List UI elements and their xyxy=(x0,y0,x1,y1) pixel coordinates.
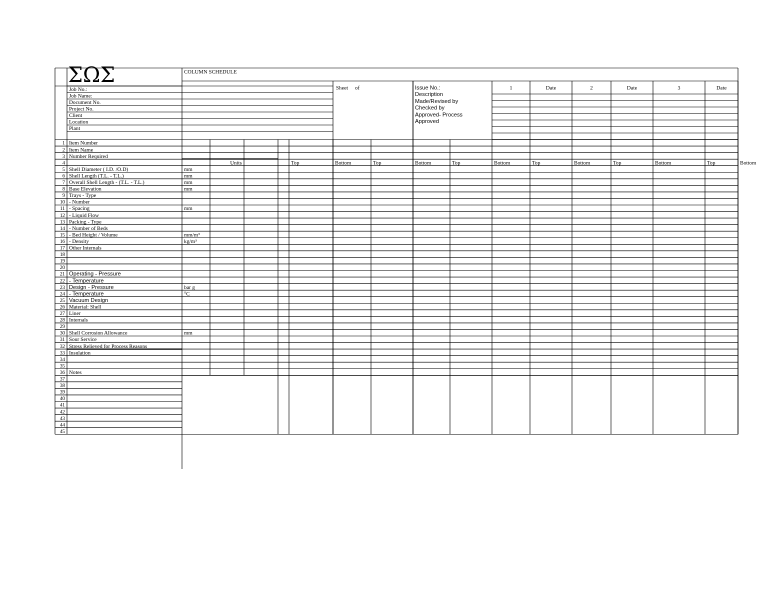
issue-column-header: Date xyxy=(716,85,727,92)
row-label: Material: Shell xyxy=(69,304,102,311)
position-header: Top xyxy=(373,160,382,167)
row-label: Packing - Type xyxy=(69,219,102,226)
position-header: Top xyxy=(532,160,541,167)
issue-column-header: Date xyxy=(545,85,557,92)
row-unit: °C xyxy=(184,291,190,298)
row-label: Trays - Type xyxy=(69,193,97,200)
header-field-label: Client xyxy=(69,113,83,120)
row-label: Base Elevation xyxy=(69,186,102,193)
row-label: - Density xyxy=(69,238,89,245)
row-label: - Bed Height / Volume xyxy=(69,232,118,239)
row-label: Internals xyxy=(69,317,88,324)
header-field-label: Document No. xyxy=(69,100,101,107)
row-unit: mm xyxy=(184,173,193,180)
row-number: 27 xyxy=(59,311,65,317)
row-number: 38 xyxy=(59,383,65,390)
row-number: 42 xyxy=(59,409,65,416)
row-number: 22 xyxy=(59,278,65,285)
row-label: Design - Pressure xyxy=(69,284,114,291)
schedule-grid-lines xyxy=(55,68,738,469)
header-field-label: Project No. xyxy=(69,106,94,113)
row-number: 45 xyxy=(59,428,65,435)
row-label: - Number of Beds xyxy=(69,225,108,232)
row-number: 13 xyxy=(59,219,65,226)
row-number: 11 xyxy=(60,206,65,213)
row-number: 32 xyxy=(59,343,65,350)
row-label: Shell Length (T.L. - T.L.) xyxy=(69,173,124,180)
issue-column-header: Date xyxy=(626,85,638,92)
document-title: COLUMN SCHEDULE xyxy=(184,69,237,76)
row-unit: mm xyxy=(184,166,193,173)
row-number: 20 xyxy=(59,265,65,272)
issue-field-label: Made/Revised by xyxy=(415,98,459,105)
row-number: 29 xyxy=(59,324,65,331)
row-number: 21 xyxy=(59,271,65,278)
row-number: 9 xyxy=(62,193,65,200)
row-label: - Liquid Flow xyxy=(69,212,99,219)
row-label: Notes xyxy=(69,369,82,376)
schedule-content xyxy=(60,86,757,435)
row-number: 16 xyxy=(59,238,65,245)
position-header: Bottom xyxy=(574,160,591,167)
row-label: Shell Corrosion Allowance xyxy=(69,330,128,337)
row-unit: mm/m³ xyxy=(184,232,200,239)
row-number: 12 xyxy=(59,212,65,219)
row-number: 4 xyxy=(62,160,65,167)
position-header: Bottom xyxy=(494,160,511,167)
position-header: Bottom xyxy=(335,160,352,167)
row-number: 6 xyxy=(62,173,65,180)
row-label: Sour Service xyxy=(69,337,97,344)
issue-column-header: 3 xyxy=(677,85,681,92)
row-number: 10 xyxy=(59,199,65,206)
row-label: Item Number xyxy=(69,140,98,147)
row-number: 28 xyxy=(59,317,65,324)
issue-field-label: Issue No.: xyxy=(415,85,441,92)
row-number: 14 xyxy=(59,225,65,232)
issue-column-header: 2 xyxy=(590,85,593,92)
row-number: 7 xyxy=(62,180,65,186)
row-number: 8 xyxy=(62,186,65,193)
issue-column-header: 1 xyxy=(509,85,513,92)
row-label: Number Required xyxy=(69,153,108,160)
issue-field-label: Approved- Process xyxy=(415,112,463,119)
header-field-label: Location xyxy=(69,119,89,126)
row-unit: mm xyxy=(184,330,193,337)
row-label: - Spacing xyxy=(69,206,90,213)
position-header: Top xyxy=(613,160,622,167)
row-number: 41 xyxy=(59,402,65,409)
row-number: 39 xyxy=(59,389,65,396)
row-unit: mm xyxy=(184,206,193,213)
row-label: Liner xyxy=(69,311,81,317)
row-number: 36 xyxy=(59,369,65,376)
position-header: Top xyxy=(452,160,461,167)
of-label: of xyxy=(355,85,360,92)
issue-field-label: Checked by xyxy=(415,105,445,112)
row-number: 23 xyxy=(59,284,65,291)
row-number: 30 xyxy=(59,330,65,337)
issue-field-label: Approved xyxy=(415,119,439,125)
header-field-label: Job No.: xyxy=(69,87,88,94)
row-label: Other Internals xyxy=(69,245,102,252)
company-logo: ΣΩΣ xyxy=(68,63,116,87)
row-number: 17 xyxy=(59,245,65,252)
row-label: Stress Relieved for Process Reasons xyxy=(69,343,148,350)
row-label: Insulation xyxy=(69,350,91,357)
position-header: Top xyxy=(291,160,300,167)
sheet-label: Sheet xyxy=(336,85,348,92)
row-number: 40 xyxy=(59,396,65,403)
row-number: 31 xyxy=(59,337,65,344)
position-header: Bottom xyxy=(415,160,432,167)
row-number: 5 xyxy=(62,166,65,173)
row-label: Overall Shell Length - (T.L. - T.L.) xyxy=(69,180,145,186)
row-label: Item Name xyxy=(69,147,94,154)
row-number: 35 xyxy=(59,363,65,370)
position-header: Bottom xyxy=(655,160,672,167)
row-number: 26 xyxy=(59,304,65,311)
units-header: Units xyxy=(230,160,242,167)
row-number: 25 xyxy=(59,297,65,304)
row-number: 1 xyxy=(62,140,65,147)
row-number: 33 xyxy=(59,350,65,357)
header-field-label: Job Name: xyxy=(69,93,93,100)
row-unit: mm xyxy=(184,186,193,193)
row-number: 15 xyxy=(59,232,65,239)
row-number: 24 xyxy=(59,291,65,298)
row-label: - Number xyxy=(69,199,90,206)
row-unit: bar g xyxy=(184,284,195,291)
row-label: - Temperature xyxy=(69,278,104,285)
row-number: 44 xyxy=(59,422,65,429)
row-number: 43 xyxy=(59,415,65,422)
position-header: Top xyxy=(707,160,716,167)
row-label: Shell Diameter ( I.D. /O.D) xyxy=(69,166,129,173)
row-label: - Temperature xyxy=(69,291,104,298)
row-number: 3 xyxy=(62,153,65,160)
row-unit: mm xyxy=(184,180,193,186)
row-number: 2 xyxy=(62,147,65,154)
row-number: 18 xyxy=(59,252,65,259)
row-label: Operating - Pressure xyxy=(69,271,121,278)
position-header: Bottom xyxy=(740,160,757,167)
row-number: 34 xyxy=(59,356,65,363)
row-number: 37 xyxy=(59,376,65,383)
row-number: 19 xyxy=(59,258,65,265)
row-label: Vacuum Design xyxy=(69,297,109,304)
row-unit: kg/m³ xyxy=(184,238,197,245)
issue-field-label: Description xyxy=(415,92,443,99)
header-field-label: Plant xyxy=(69,126,81,133)
